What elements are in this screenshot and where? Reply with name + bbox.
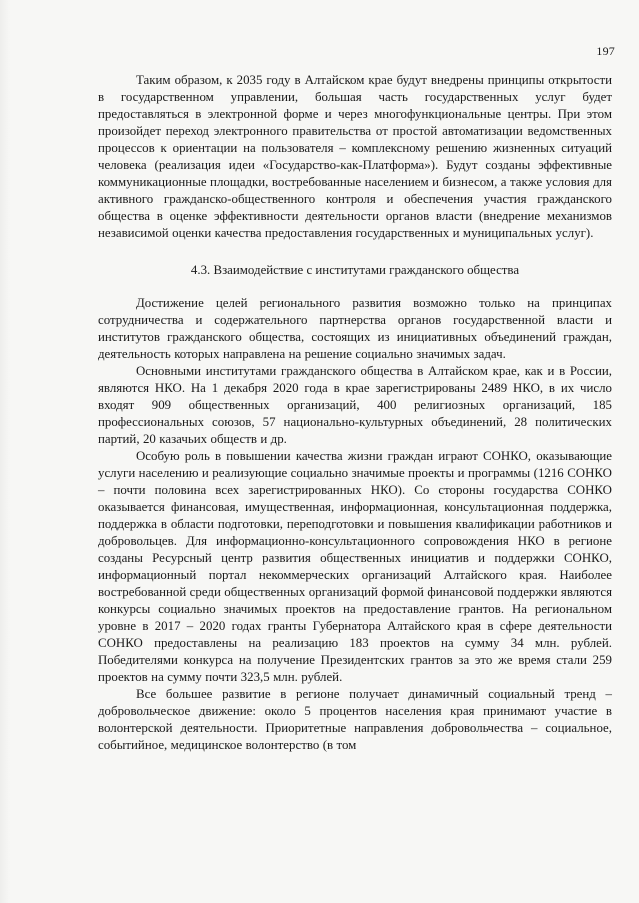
- section-heading: 4.3. Взаимодействие с институтами гражданского общества: [190, 263, 520, 277]
- paragraph-volunteering: Все большее развитие в регионе получает динамичный социальный тренд – добровольческое движение: около 5 процентов населения края принимают участие в волонтерской деятельности. Приоритетные направления добровольчества – социальное, событийное, медицинское волонтерство (в том: [98, 687, 612, 752]
- paragraph-nko-institutes: Основными институтами гражданского общества в Алтайском крае, как и в России, являются НКО. На 1 декабря 2020 года в крае зарегистрированы 2489 НКО, в их число входят 909 общественных организаций, 400 религиозных организаций, 185 профессиональных союзов, 57 национально-культурных объединений, 28 политических партий, 20 казачьих обществ и др.: [98, 364, 612, 446]
- paragraph-sonko-role: Особую роль в повышении качества жизни граждан играют СОНКО, оказывающие услуги населению и реализующие социально значимые проекты и программы (1216 СОНКО – почти половина всех зарегистрированных НКО). Со стороны государства СОНКО оказывается финансовая, имущественная, информационная, консультационная поддержка, поддержка в области подготовки, переподготовки и повышения квалификации работников и добровольцев. Для информационно-консультационного сопровождения НКО в регионе созданы Ресурсный центр развития общественных инициатив и поддержки СОНКО, информационный портал некоммерческих организаций Алтайского края. Наиболее востребованной среди общественных организаций формой финансовой поддержки являются конкурсы социально значимых проектов на предоставление грантов. На региональном уровне в 2017 – 2020 годах гранты Губернатора Алтайского края в сфере деятельности СОНКО предоставлены на реализацию 183 проектов на сумму 34 млн. рублей. Победителями конкурса на получение Президентских грантов за это же время стали 259 проектов на сумму почти 323,5 млн. рублей.: [98, 449, 612, 684]
- scan-edge-shadow: [0, 0, 10, 903]
- paragraph-intro-summary: Таким образом, к 2035 году в Алтайском крае будут внедрены принципы открытости в государственном управлении, большая часть государственных услуг будет предоставляться в электронной форме и через многофункциональные центры. При этом произойдет переход электронного правительства от простой автоматизации ведомственных процессов к ориентации на пользователя – комплексному решению жизненных ситуаций человека (реализация идеи «Государство-как-Платформа»). Будут созданы эффективные коммуникационные площадки, востребованные населением и бизнесом, а также условия для активного гражданско-общественного контроля и обеспечения участия гражданского общества в оценке эффективности деятельности органов власти (внедрение механизмов независимой оценки качества предоставления государственных и муниципальных услуг).: [98, 73, 612, 240]
- paragraph-goals: Достижение целей регионального развития возможно только на принципах сотрудничества и содержательного партнерства органов государственной власти и институтов гражданского общества, состоящих из инициативных объединений граждан, деятельность которых направлена на решение социально значимых задач.: [98, 296, 612, 361]
- document-body: [98, 72, 612, 754]
- page-number: 197: [596, 44, 615, 58]
